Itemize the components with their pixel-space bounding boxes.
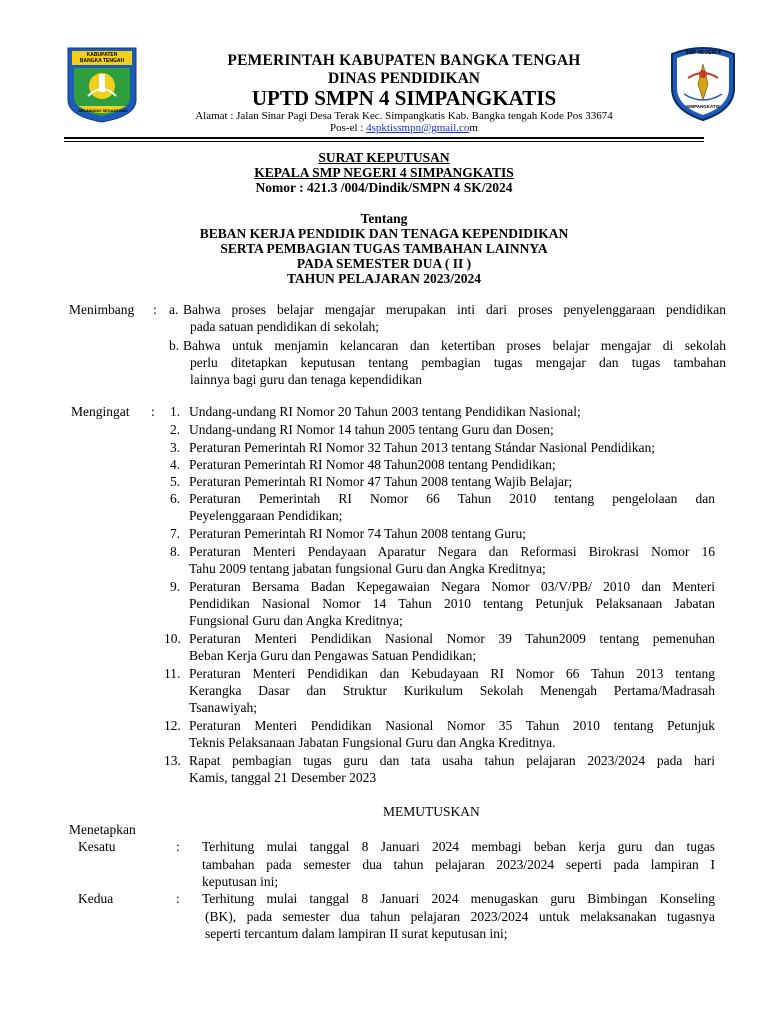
mengingat-item-number: 8. [170, 544, 181, 559]
kesatu-line-1 [202, 839, 715, 855]
email-prefix: Pos-el : [330, 122, 367, 134]
menimbang-b-text-1: Bahwa untuk menjamin kelancaran dan ketertiban proses belajar mengajar di sekolah [183, 338, 726, 353]
title-subject-1: BEBAN KERJA PENDIDIK DAN TENAGA KEPENDIDIKAN [199, 226, 569, 241]
mengingat-item-line: Peraturan Pemerintah RI Nomor 32 Tahun 2013 tentang Stándar Nasional Pendidikan; [189, 440, 655, 455]
kesatu-line-2 [202, 857, 715, 873]
logo-left-motto: SELAWANG SEGANTANG [78, 108, 128, 113]
mengingat-item-number: 11. [164, 666, 181, 681]
menimbang-label: Menimbang [69, 302, 135, 317]
mengingat-item-line: Peraturan Pemerintah RI Nomor 74 Tahun 2008 tentang Guru; [189, 526, 526, 541]
email-suffix: m [469, 122, 478, 134]
kedua-label: Kedua [78, 891, 114, 906]
menimbang-a-text-1: Bahwa proses belajar mengajar merupakan inti dari proses penyelenggaraan pendidikan [183, 302, 726, 317]
mengingat-item-number: 1. [170, 404, 181, 419]
mengingat-item-number: 13. [164, 753, 181, 768]
mengingat-item-line: Peraturan Menteri Pendidikan Nasional Nomor 39 Tahun2009 tentang pemenuhan [189, 631, 715, 646]
mengingat-item-number: 5. [170, 474, 181, 489]
mengingat-item-number: 6. [170, 491, 181, 506]
mengingat-item-line: Kerangka Dasar dan Struktur Kurikulum Sekolah Menengah Pertama/Madrasah [189, 683, 715, 698]
header-school-name: UPTD SMPN 4 SIMPANGKATIS [251, 86, 557, 110]
title-subject-2: SERTA PEMBAGIAN TUGAS TAMBAHAN LAINNYA [220, 241, 548, 256]
menimbang-b-line-2 [190, 355, 726, 371]
menetapkan-label: Menetapkan [69, 822, 136, 837]
mengingat-item-line: Pendidikan Nasional Nomor 14 Tahun 2010 tentang Petunjuk Pelaksanaan Jabatan [189, 596, 715, 611]
mengingat-item-line: Peraturan Bersama Badan Kepegawaian Negara Nomor 03/V/PB/ 2010 dan Menteri [189, 579, 715, 594]
menimbang-a-line-2: pada satuan pendidikan di sekolah; [190, 319, 379, 334]
title-subject-3: PADA SEMESTER DUA ( II ) [296, 256, 472, 271]
kedua-line-3: seperti tercantum dalam lampiran II surat keputusan ini; [205, 926, 508, 941]
mengingat-item-number: 10. [164, 631, 181, 646]
mengingat-item-line: Peraturan Pemerintah RI Nomor 47 Tahun 2008 tentang Wajib Belajar; [189, 474, 573, 489]
header-email-line [140, 122, 668, 134]
title-kepala: KEPALA SMP NEGERI 4 SIMPANGKATIS [254, 165, 514, 180]
menimbang-b-text-2: perlu ditetapkan keputusan tentang pembagian tugas mengajar dan tugas tambahan [190, 355, 726, 370]
header-rule-thin [64, 141, 704, 142]
mengingat-item-line: Undang-undang RI Nomor 14 tahun 2005 tentang Guru dan Dosen; [189, 422, 554, 437]
mengingat-colon: : [151, 404, 155, 419]
mengingat-item-line: Beban Kerja Guru dan Pengawas Satuan Pendidikan; [189, 648, 477, 663]
mengingat-item-number: 3. [170, 440, 181, 455]
logo-left-text-top: KABUPATEN [86, 52, 118, 58]
mengingat-item-line: Peraturan Pemerintah RI Nomor 48 Tahun2008 tentang Pendidikan; [189, 457, 556, 472]
menimbang-b-marker: b. [169, 338, 180, 353]
mengingat-item-line: Peraturan Menteri Pendayaan Aparatur Negara dan Reformasi Birokrasi Nomor 16 [189, 544, 715, 559]
menimbang-b-line-3: lainnya bagi guru dan tenaga kependidikan [190, 372, 423, 387]
kesatu-colon: : [176, 839, 180, 854]
mengingat-item-line: Peraturan Pemerintah RI Nomor 66 Tahun 2010 tentang pengelolaan dan [189, 491, 715, 506]
mengingat-label: Mengingat [71, 404, 130, 419]
mengingat-item-line: Teknis Pelaksanaan Jabatan Fungsional Guru dan Angka Kreditnya. [189, 735, 556, 750]
header-address: Alamat : Jalan Sinar Pagi Desa Terak Kec. Simpangkatis Kab. Bangka tengah Kode Pos 33674 [195, 110, 613, 122]
title-tentang: Tentang [360, 211, 408, 226]
mengingat-item-line: Undang-undang RI Nomor 20 Tahun 2003 tentang Pendidikan Nasional; [189, 404, 581, 419]
menimbang-b-line-1 [183, 338, 726, 354]
logo-left-text-bottom: BANGKA TENGAH [79, 58, 125, 64]
kedua-text-2: (BK), pada semester dua tahun pelajaran 2023/2024 untuk melaksanakan tugasnya [205, 909, 715, 924]
menimbang-colon: : [153, 302, 157, 317]
mengingat-item-line: Kamis, tanggal 21 Desember 2023 [189, 770, 377, 785]
kedua-line-2 [205, 909, 715, 925]
header-rule-thick [64, 137, 704, 139]
menimbang-a-marker: a. [169, 302, 179, 317]
title-surat-keputusan: SURAT KEPUTUSAN [318, 150, 450, 165]
mengingat-item-line: Peraturan Menteri Pendidikan dan Kebudayaan RI Nomor 66 Tahun 2013 tentang [189, 666, 715, 681]
kedua-text-1: Terhitung mulai tanggal 8 Januari 2024 menugaskan guru Bimbingan Konseling [202, 891, 715, 906]
memutuskan-heading: MEMUTUSKAN [383, 804, 480, 819]
mengingat-item-number: 7. [170, 526, 181, 541]
header-government: PEMERINTAH KABUPATEN BANGKA TENGAH [227, 52, 581, 69]
kesatu-text-1: Terhitung mulai tanggal 8 Januari 2024 membagi beban kerja guru dan tugas [202, 839, 715, 854]
mengingat-item-line: Fungsional Guru dan Angka Kreditnya; [189, 613, 403, 628]
mengingat-item-line: Peyelenggaraan Pendidikan; [189, 508, 343, 523]
title-subject-4: TAHUN PELAJARAN 2023/2024 [286, 271, 481, 286]
email-link[interactable]: 4spktissmpn@gmail.co [366, 122, 470, 134]
mengingat-item-line: Tsanawiyah; [189, 700, 258, 715]
mengingat-item-number: 2. [170, 422, 181, 437]
header-department: DINAS PENDIDIKAN [327, 70, 480, 87]
menimbang-a-line-1 [183, 302, 726, 318]
logo-right-text-bottom: SIMPANGKATIS [686, 104, 720, 109]
logo-right-text-top: SMP NEGERI 4 [685, 50, 721, 56]
mengingat-item-number: 9. [170, 579, 181, 594]
kesatu-label: Kesatu [78, 839, 116, 854]
kesatu-line-3: keputusan ini; [202, 874, 279, 889]
kesatu-text-2: tambahan pada semester dua tahun pelajaran 2023/2024 seperti pada lampiran I [202, 857, 715, 872]
kedua-line-1 [202, 891, 715, 907]
title-nomor: Nomor : 421.3 /004/Dindik/SMPN 4 SK/2024 [255, 180, 513, 195]
mengingat-item-line: Rapat pembagian tugas guru dan tata usaha tahun pelajaran 2023/2024 pada hari [189, 753, 715, 768]
mengingat-item-line: Tahu 2009 tentang jabatan fungsional Guru dan Angka Kreditnya; [189, 561, 546, 576]
kedua-colon: : [176, 891, 180, 906]
mengingat-item-number: 4. [170, 457, 181, 472]
mengingat-item-number: 12. [164, 718, 181, 733]
mengingat-item-line: Peraturan Menteri Pendidikan Nasional Nomor 35 Tahun 2010 tentang Petunjuk [189, 718, 715, 733]
